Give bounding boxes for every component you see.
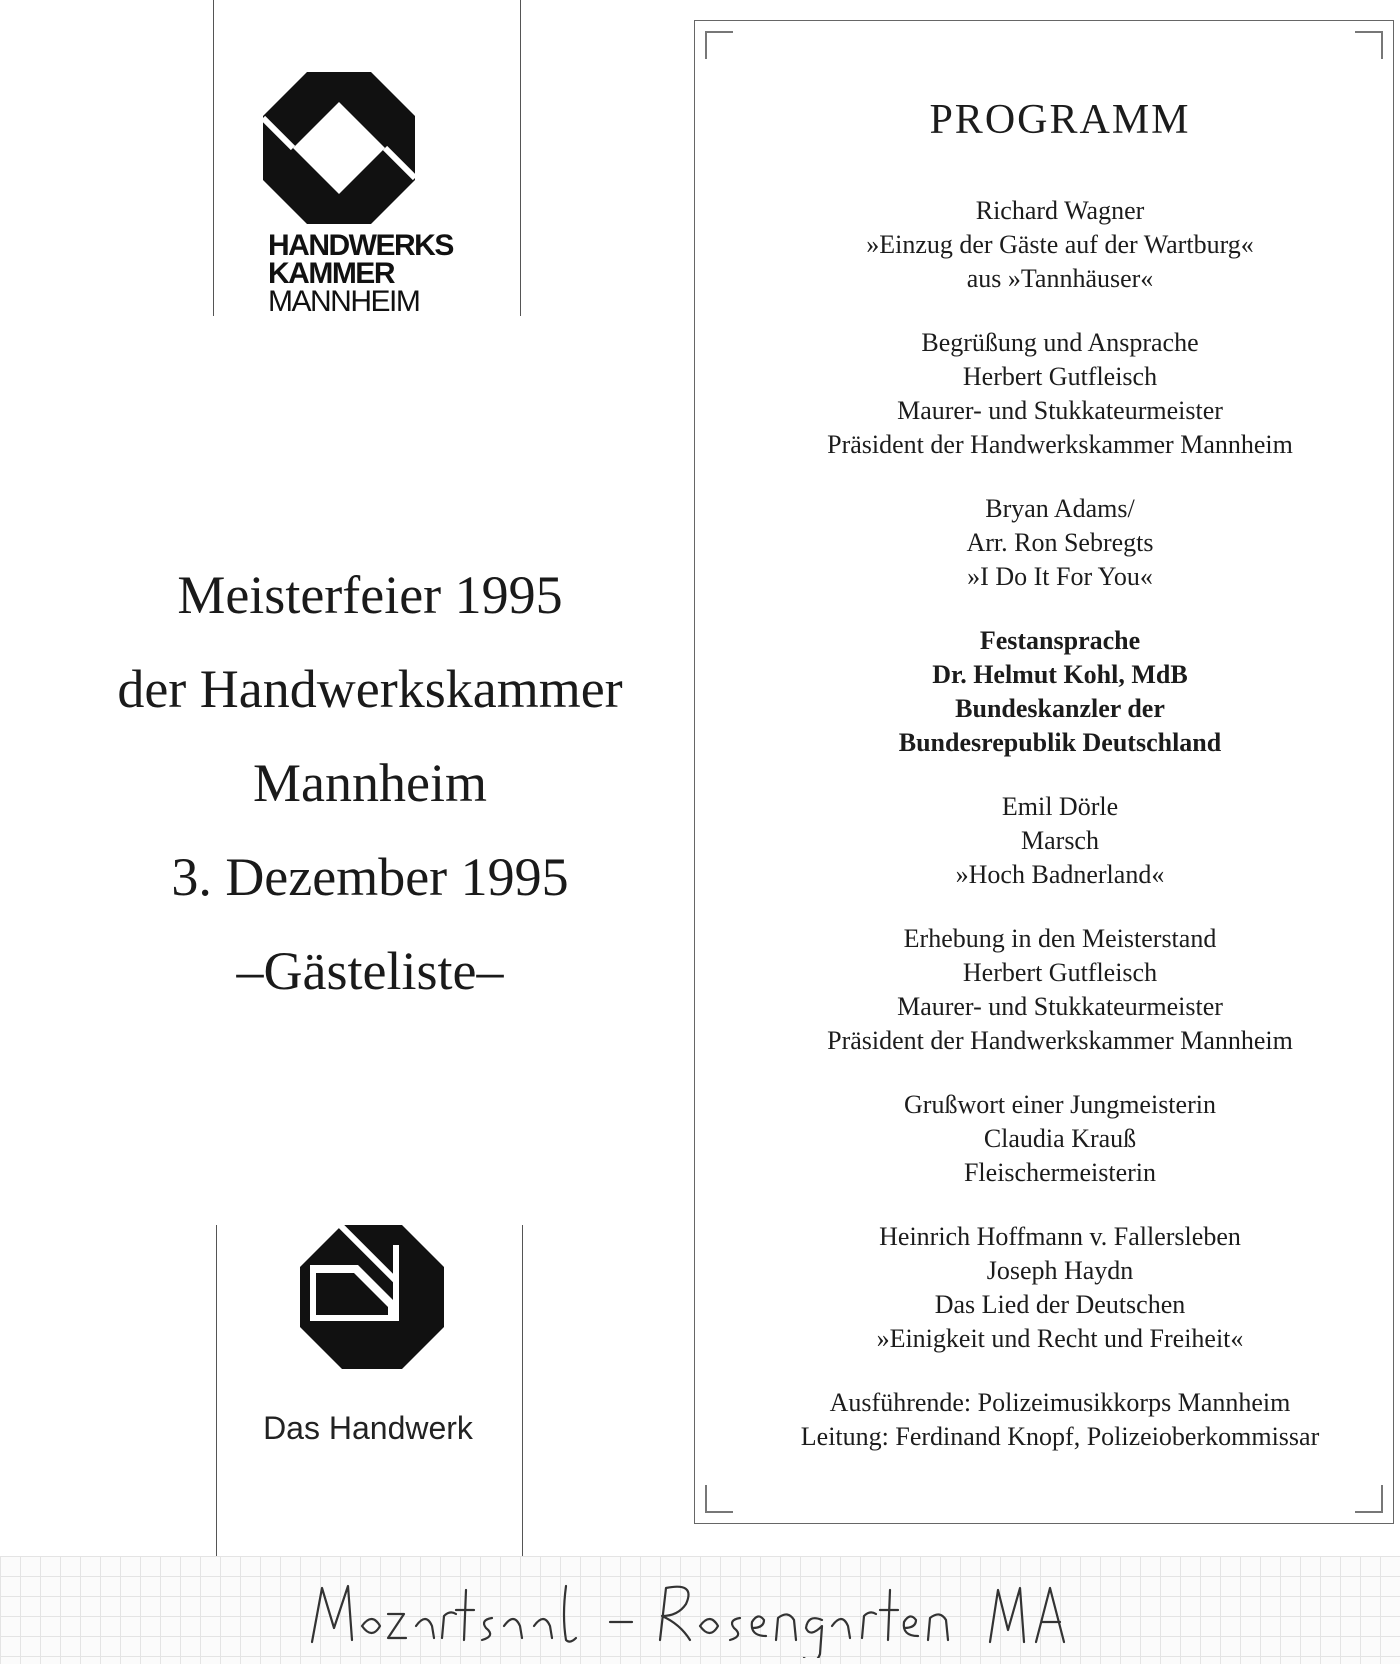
program-item-wagner <box>760 194 1360 296</box>
program-item-ausfuehrende <box>760 1386 1360 1454</box>
logo-line-1: HANDWERKS <box>268 229 453 262</box>
octagon-cube-logo-icon <box>300 1225 444 1369</box>
rule-top-right <box>520 0 521 316</box>
program-item-grusswort <box>760 1088 1360 1190</box>
program-line: Das Lied der Deutschen <box>934 1290 1186 1319</box>
title-line-2: der Handwerkskammer <box>117 659 623 719</box>
title-line-1: Meisterfeier 1995 <box>177 565 563 625</box>
program-line: Joseph Haydn <box>986 1256 1134 1285</box>
frame-corner-tr <box>1355 31 1383 59</box>
program-line: Heinrich Hoffmann v. Fallersleben <box>879 1222 1241 1251</box>
das-handwerk-label: Das Handwerk <box>263 1410 473 1446</box>
program-line: Leitung: Ferdinand Knopf, Polizeioberkommissar <box>800 1422 1320 1451</box>
title-line-5: –Gästeliste– <box>236 941 504 1001</box>
chamber-logo-text <box>268 229 453 318</box>
logo-line-3: MANNHEIM <box>268 285 420 318</box>
program-line: Emil Dörle <box>1001 792 1119 821</box>
frame-corner-tl <box>705 31 733 59</box>
frame-corner-bl <box>705 1485 733 1513</box>
program-line: Präsident der Handwerkskammer Mannheim <box>827 430 1293 459</box>
rule-top-left <box>213 0 214 316</box>
program-line: Arr. Ron Sebregts <box>966 528 1154 557</box>
program-heading: PROGRAMM <box>929 97 1191 143</box>
program-item-adams <box>760 492 1360 594</box>
program-line: Herbert Gutfleisch <box>962 958 1158 987</box>
program-item-doerle <box>760 790 1360 892</box>
program-line: Festansprache <box>979 626 1141 655</box>
program-line: Richard Wagner <box>975 196 1145 225</box>
octagon-diamond-logo-icon <box>263 72 415 224</box>
program-line: Fleischermeisterin <box>963 1158 1157 1187</box>
program-line: Präsident der Handwerkskammer Mannheim <box>827 1026 1293 1055</box>
rule-bottom-left <box>216 1225 217 1559</box>
program-line: Herbert Gutfleisch <box>962 362 1158 391</box>
program-line: aus »Tannhäuser« <box>966 264 1154 293</box>
title-line-3: Mannheim <box>253 753 487 813</box>
program-item-hymne <box>760 1220 1360 1356</box>
program-line: Dr. Helmut Kohl, MdB <box>932 660 1188 689</box>
program-line: Erhebung in den Meisterstand <box>903 924 1217 953</box>
program-line: Bundesrepublik Deutschland <box>898 728 1222 757</box>
rule-bottom-right <box>522 1225 523 1559</box>
program-item-erhebung <box>760 922 1360 1058</box>
program-line: Maurer- und Stukkateurmeister <box>897 992 1223 1021</box>
program-item-begruessung <box>760 326 1360 462</box>
title-line-4: 3. Dezember 1995 <box>171 847 569 907</box>
program-list <box>760 92 1360 1484</box>
program-line: Bryan Adams/ <box>985 494 1135 523</box>
logo-line-2: KAMMER <box>268 257 394 290</box>
event-title <box>40 548 700 1018</box>
program-line: Marsch <box>1021 826 1099 855</box>
program-line: »I Do It For You« <box>967 562 1153 591</box>
program-line: Begrüßung und Ansprache <box>921 328 1199 357</box>
program-item-festansprache <box>760 624 1360 760</box>
program-line: Ausführende: Polizeimusikkorps Mannheim <box>829 1388 1291 1417</box>
program-line: Maurer- und Stukkateurmeister <box>897 396 1223 425</box>
frame-corner-br <box>1355 1485 1383 1513</box>
program-line: »Einzug der Gäste auf der Wartburg« <box>866 230 1254 259</box>
program-line: »Hoch Badnerland« <box>955 860 1165 889</box>
program-line: Bundeskanzler der <box>955 694 1165 723</box>
program-line: Grußwort einer Jungmeisterin <box>904 1090 1216 1119</box>
program-line: Claudia Krauß <box>983 1124 1137 1153</box>
program-line: »Einigkeit und Recht und Freiheit« <box>876 1324 1244 1353</box>
handwritten-note <box>300 1568 1200 1658</box>
